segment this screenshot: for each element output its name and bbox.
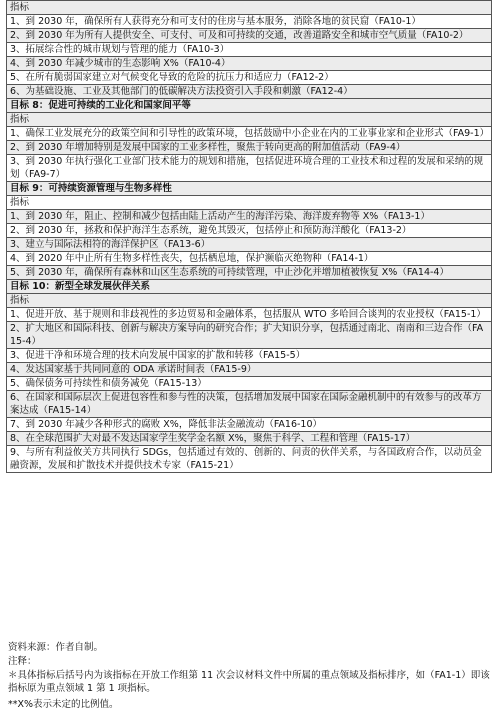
indicator-row xyxy=(7,377,492,391)
label-row xyxy=(7,294,492,308)
indicator-text: 5、确保债务可持续性和债务减免（FA15-13） xyxy=(7,377,492,391)
indicator-row xyxy=(7,252,492,266)
indicator-text: 4、到 2020 年中止所有生物多样性丧失，包括栖息地，保护濒临灭绝物种（FA14-1） xyxy=(7,252,492,266)
indicator-text: 1、确保工业发展充分的政策空间和引导性的政策环境，包括鼓励中小企业在内的工业事业家和企业形式（FA9-1） xyxy=(7,127,492,141)
indicator-text: 1、促进开放、基于规则和非歧视性的多边贸易和金融体系，包括服从 WTO 多哈回合谈判的农业授权（FA15-1） xyxy=(7,308,492,322)
label-row xyxy=(7,113,492,127)
indicator-row xyxy=(7,349,492,363)
label-row xyxy=(7,196,492,210)
indicator-row xyxy=(7,15,492,29)
indicator-label: 指标 xyxy=(7,196,492,210)
indicator-row xyxy=(7,308,492,322)
indicator-text: 3、到 2030 年执行强化工业部门技术能力的规划和措施，包括促进环境合理的工业技术和过程的发展和采纳的规划（FA9-7） xyxy=(7,155,492,182)
indicator-text: 3、建立与国际法相符的海洋保护区（FA13-6） xyxy=(7,238,492,252)
footnote-2: **X%表示未定的比例值。 xyxy=(8,699,119,710)
indicator-row xyxy=(7,57,492,71)
indicator-text: 7、到 2030 年减少各种形式的腐败 X%，降低非法金融流动（FA16-10） xyxy=(7,418,492,432)
source-note: 资料来源：作者自制。 xyxy=(8,642,104,653)
indicator-row xyxy=(7,391,492,418)
indicator-text: 8、在全球范围扩大对最不发达国家学生奖学金名额 X%，聚焦于科学、工程和管理（FA15-17） xyxy=(7,432,492,446)
label-row xyxy=(7,1,492,15)
indicator-text: 6、为基础设施、工业及其他部门的低碳解决方法投资引入手段和刺激（FA12-4） xyxy=(7,85,492,99)
indicator-text: 4、发达国家基于共同同意的 ODA 承诺时间表（FA15-9） xyxy=(7,363,492,377)
indicator-row xyxy=(7,224,492,238)
indicator-label: 指标 xyxy=(7,294,492,308)
indicator-row xyxy=(7,71,492,85)
indicator-label: 指标 xyxy=(7,113,492,127)
indicator-text: 2、扩大地区和国际科技、创新与解决方案导向的研究合作；扩大知识分享，包括通过南北、南南和三边合作（FA15-4） xyxy=(7,322,492,349)
indicator-text: 5、到 2030 年，确保所有森林和山区生态系统的可持续管理，中止沙化并增加植被恢复 X%（FA14-4） xyxy=(7,266,492,280)
indicator-row xyxy=(7,418,492,432)
goal-title: 目标 10：新型全球发展伙伴关系 xyxy=(7,280,492,294)
indicator-text: 4、到 2030 年减少城市的生态影响 X%（FA10-4） xyxy=(7,57,492,71)
indicator-text: 5、在所有脆弱国家建立对气候变化导致的危险的抗压力和适应力（FA12-2） xyxy=(7,71,492,85)
goal-row xyxy=(7,99,492,113)
goal-title: 目标 8：促进可持续的工业化和国家间平等 xyxy=(7,99,492,113)
indicator-row xyxy=(7,155,492,182)
indicator-row xyxy=(7,85,492,99)
indicator-table-body xyxy=(7,1,492,473)
indicator-row xyxy=(7,43,492,57)
indicator-label: 指标 xyxy=(7,1,492,15)
notes-label: 注释： xyxy=(8,656,37,667)
indicator-text: 3、促进干净和环境合理的技术向发展中国家的扩散和转移（FA15-5） xyxy=(7,349,492,363)
indicator-row xyxy=(7,266,492,280)
goal-row xyxy=(7,280,492,294)
indicator-text: 6、在国家和国际层次上促进包容性和参与性的决策，包括增加发展中国家在国际金融机制中的有效参与的改革方案达成（FA15-14） xyxy=(7,391,492,418)
indicator-row xyxy=(7,141,492,155)
indicator-text: 2、到 2030 年，拯救和保护海洋生态系统，避免其毁灭，包括停止和预防海洋酸化（FA13-2） xyxy=(7,224,492,238)
indicator-row xyxy=(7,322,492,349)
indicator-text: 1、到 2030 年，确保所有人获得充分和可支付的住房与基本服务，消除各地的贫民窟（FA10-1） xyxy=(7,15,492,29)
indicator-text: 3、拓展综合性的城市规划与管理的能力（FA10-3） xyxy=(7,43,492,57)
indicator-text: 1、到 2030 年，阻止、控制和减少包括由陆上活动产生的海洋污染、海洋废弃物等 X%（FA13-1） xyxy=(7,210,492,224)
footnote-1: ＊具体指标后括号内为该指标在开放工作组第 11 次会议材料文件中所属的重点领域及指标排序，如（FA1-1）即该指标原为重点领域 1 第 1 项指标。 xyxy=(8,670,490,694)
goal-title: 目标 9：可持续资源管理与生物多样性 xyxy=(7,182,492,196)
indicator-row xyxy=(7,210,492,224)
indicator-table xyxy=(6,0,492,473)
indicator-text: 2、到 2030 年增加特别是发展中国家的工业多样性，聚焦于转向更高的附加值活动（FA9-4） xyxy=(7,141,492,155)
indicator-row xyxy=(7,29,492,43)
indicator-row xyxy=(7,238,492,252)
indicator-row xyxy=(7,363,492,377)
goal-row xyxy=(7,182,492,196)
indicator-text: 9、与所有利益攸关方共同执行 SDGs，包括通过有效的、创新的、问责的伙伴关系，与各国政府合作，以动员金融资源，发展和扩散技术并提供技术专家（FA15-21） xyxy=(7,446,492,473)
indicator-row xyxy=(7,432,492,446)
indicator-row xyxy=(7,446,492,473)
indicator-row xyxy=(7,127,492,141)
indicator-text: 2、到 2030 年为所有人提供安全、可支付、可及和可持续的交通，改善道路安全和城市空气质量（FA10-2） xyxy=(7,29,492,43)
